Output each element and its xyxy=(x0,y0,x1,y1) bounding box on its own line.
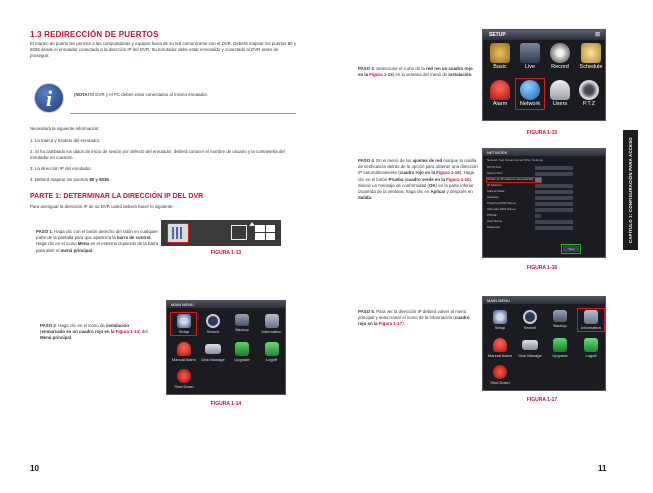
setup-tile-alarm[interactable]: Alarm xyxy=(486,80,514,107)
users-icon xyxy=(550,80,570,100)
network-row: Subnet Mask xyxy=(487,189,579,194)
network-settings-figure xyxy=(482,148,606,258)
upgrade-icon xyxy=(235,342,249,356)
list-item: 1. La marca y modelo del enrutador. xyxy=(30,138,101,143)
setup-icon xyxy=(493,310,507,324)
information-highlight-box xyxy=(577,308,605,332)
main-menu-figure xyxy=(166,300,286,395)
list-item: 2. Si ha cambiado los datos de inicio de sesión por defecto del enrutador, deberá conocer el nombre de usuario y la contraseña del enrutador en cuestión. xyxy=(30,149,285,161)
information-icon xyxy=(265,314,279,328)
backup-icon xyxy=(553,310,567,322)
main-menu-info-figure xyxy=(482,296,606,391)
menu-tile-shut-down[interactable]: Shut Down xyxy=(487,365,513,385)
network-row: Gateway xyxy=(487,195,579,200)
step-2-text: PASO 2. Haga clic en el icono de instalación (enmarcado en un cuadro rojo en la Figura 1-14) del Menú principal. xyxy=(40,323,148,341)
ptz-camera-icon xyxy=(579,80,599,100)
power-icon xyxy=(177,369,191,383)
setup-figure xyxy=(482,29,606,121)
figure-1-15-caption: FIGURA 1-15 xyxy=(526,130,558,136)
control-bar-figure xyxy=(161,220,281,246)
figure-1-17-caption: FIGURA 1-17 xyxy=(526,397,558,403)
menu-tile-manual-alarm[interactable]: Manual Alarm xyxy=(485,338,515,358)
menu-tile-disk-manage[interactable]: Disk Manage xyxy=(200,342,226,362)
test-button[interactable]: Test xyxy=(563,246,579,252)
setup-title: SETUP xyxy=(489,32,506,38)
list-item: 4. Deberá mapear los puertos 80 y 6036. xyxy=(30,177,111,182)
main-menu-title: MAIN MENU xyxy=(167,301,285,308)
setup-title-bar xyxy=(483,30,605,40)
logoff-icon xyxy=(584,338,598,352)
setup-highlight-box xyxy=(170,312,197,336)
record-icon xyxy=(550,43,570,63)
menu-tile-search[interactable]: Search xyxy=(200,314,226,334)
network-row: Alternate DNS Server xyxy=(487,207,579,212)
alarm-icon xyxy=(177,342,191,356)
backup-icon xyxy=(235,314,249,326)
step-4-text: PASO 4. En el menú de los ajustes de red marque la casilla de verificación detrás de la opción para obtener una dirección IP automáticamente (cuadro rojo en la Figura 1-16). Haga clic en el botón Prueba (cuadro verde en la Figura 1-16). Sinicie un mensaje de conformidad (OK) en la parte inferior izquierda de la ventana, haga clic en Aplicar y después en Salida. xyxy=(358,158,478,201)
disk-icon xyxy=(205,344,221,354)
network-row: Obtain an IP address automatically xyxy=(487,177,579,182)
schedule-icon xyxy=(581,43,601,63)
part-intro: Para averiguar la dirección IP de su DVR usted deberá hacer lo siguiente: xyxy=(30,204,174,209)
upgrade-icon xyxy=(553,338,567,352)
menu-icon xyxy=(167,223,189,243)
test-highlight-box xyxy=(561,244,581,254)
menu-tile-information[interactable]: Information xyxy=(258,314,285,334)
network-row: Preferred DNS Server xyxy=(487,201,579,206)
search-icon xyxy=(523,310,537,324)
list-item: 3. La dirección IP del enrutador. xyxy=(30,166,92,171)
note-divider xyxy=(70,113,296,114)
close-icon[interactable]: ⊠ xyxy=(595,32,601,38)
part-title: PARTE 1: DETERMINAR LA DIRECCIÓN IP DEL DVR xyxy=(30,193,204,200)
main-menu-title-2: MAIN MENU xyxy=(483,297,605,304)
menu-tile-backup[interactable]: Backup xyxy=(229,314,255,332)
alarm-bell-icon xyxy=(490,80,510,100)
menu-tile-shut-down[interactable]: Shut Down xyxy=(171,369,197,389)
figure-1-14-caption: FIGURA 1-14 xyxy=(210,401,242,407)
menu-tile-upgrade[interactable]: Upgrade xyxy=(229,342,255,362)
network-row: PPPoE xyxy=(487,213,579,218)
disk-icon xyxy=(522,340,538,350)
info-icon: i xyxy=(34,83,64,113)
power-icon xyxy=(493,365,507,379)
network-row: Server Port xyxy=(487,171,579,176)
needs-text: Necesitará la siguiente información: xyxy=(30,126,100,131)
menu-tile-logoff[interactable]: Logoff xyxy=(577,338,605,358)
network-row: User Name xyxy=(487,219,579,224)
figure-1-16-caption: FIGURA 1-16 xyxy=(526,265,558,271)
menu-tile-setup[interactable]: Setup xyxy=(487,310,513,330)
network-highlight-box xyxy=(515,78,545,110)
page-number-left: 10 xyxy=(30,464,39,473)
note-box xyxy=(30,80,296,116)
window-icon xyxy=(231,225,247,240)
live-icon xyxy=(520,43,540,63)
menu-tile-setup[interactable]: Setup xyxy=(171,314,197,334)
intro-paragraph: El mapeo de puerto les permite a las computadoras y equipos fuera de su red comunicarse con el DVR. Deberá mapear los puertos 80 y 6036 desde el enrutador conectado a la dirección IP del DVR. Su enrutador debe estar encendido y conectado al DVR antes de proseguir. xyxy=(30,41,297,59)
menu-tile-information[interactable]: Information xyxy=(577,310,605,330)
search-icon xyxy=(206,314,220,328)
basic-icon xyxy=(490,43,510,63)
step-1-text: PASO 1. Haga clic con el botón derecho del ratón en cualquier parte de la pantalla para que aparezca la barra de control. Haga clic en el icono Menu en el extremo izquierdo de la barra para abrir el menú principal. xyxy=(36,229,159,253)
alarm-icon xyxy=(493,338,507,352)
note-text: ¡NOTA! El DVR y el PC deben estar conectados al mismo enrutador. xyxy=(74,92,208,97)
setup-tile-ptz[interactable]: P.T.Z xyxy=(575,80,603,107)
network-tabs[interactable]: Network Sub Stream Email Other Settings xyxy=(487,158,544,162)
menu-tile-backup[interactable]: Backup xyxy=(547,310,573,328)
network-row: HTTP Port xyxy=(487,165,579,170)
logoff-icon xyxy=(265,342,279,356)
chapter-side-tab: CAPÍTULO 1: CONFIGURACIÓN PARA ACCESO REMOTO xyxy=(623,130,638,250)
setup-tile-network[interactable]: Network xyxy=(516,80,544,107)
figure-1-13-caption: FIGURA 1-13 xyxy=(210,250,242,256)
setup-tile-live[interactable]: Live xyxy=(516,43,544,70)
setup-tile-record[interactable]: Record xyxy=(546,43,574,70)
section-title: 1.3 REDIRECCIÓN DE PUERTOS xyxy=(30,30,159,39)
triangle-up-icon xyxy=(249,222,255,226)
menu-tile-search[interactable]: Search xyxy=(517,310,543,330)
step-3-text: PASO 3. Seleccione el icono de la red (en un cuadro rojo en la Figura 1-15) en la ventana del menú de instalación. xyxy=(358,66,473,78)
menu-tile-disk-manage[interactable]: Disk Manage xyxy=(517,338,543,358)
menu-tile-manual-alarm[interactable]: Manual Alarm xyxy=(169,342,199,362)
page-number-right: 11 xyxy=(598,464,607,473)
menu-tile-upgrade[interactable]: Upgrade xyxy=(547,338,573,358)
network-row: IP Address xyxy=(487,183,579,188)
step-5-text: PASO 5. Para ver la dirección IP deberá volver al menú principal y seleccionar el icono de la información (cuadro rojo en la Figura 1-17). xyxy=(358,309,470,327)
menu-tile-logoff[interactable]: Logoff xyxy=(258,342,285,362)
network-row: Password xyxy=(487,225,579,230)
network-title: NETWORK xyxy=(483,149,605,156)
setup-tile-schedule[interactable]: Schedule xyxy=(575,43,607,70)
setup-tile-users[interactable]: Users xyxy=(546,80,574,107)
grid-icon xyxy=(255,225,275,240)
setup-tile-basic[interactable]: Basic xyxy=(486,43,514,70)
